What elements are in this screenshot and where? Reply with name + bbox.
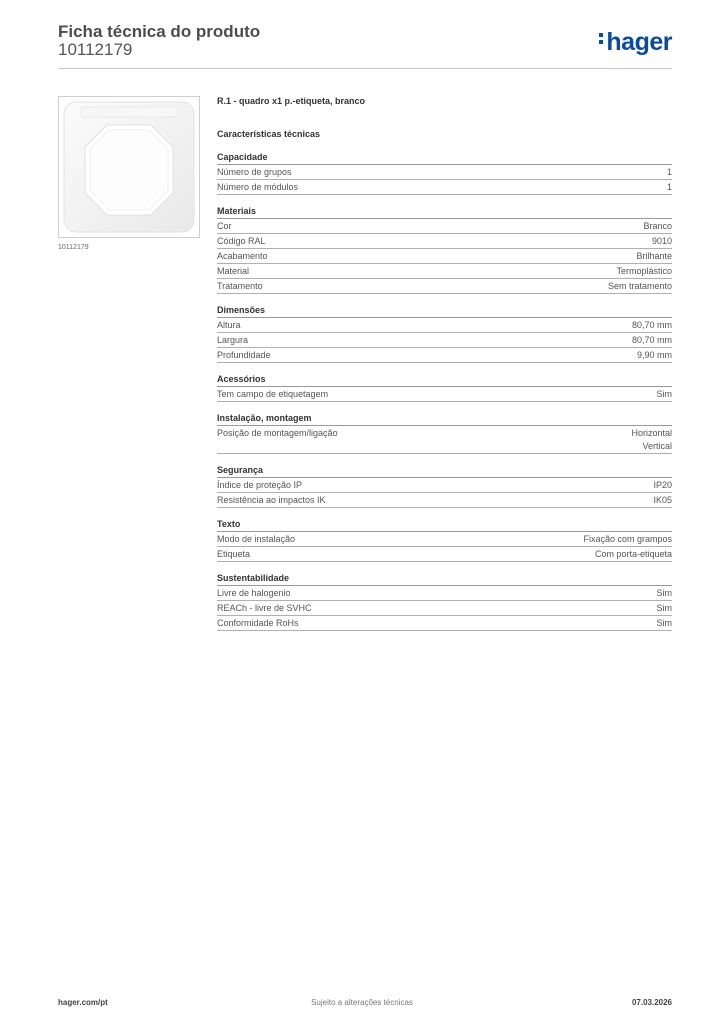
spec-sections [217,150,672,631]
spec-value-line: 1 [666,167,672,177]
spec-value [631,427,672,453]
spec-label: Largura [217,335,249,345]
spec-row [217,426,672,454]
spec-section [217,372,672,402]
spec-row [217,547,672,562]
spec-value [657,388,673,401]
hager-logo[interactable] [599,28,672,56]
spec-value [667,181,672,194]
spec-value [632,334,672,347]
spec-label: Tratamento [217,281,263,291]
spec-value [583,533,672,546]
spec-row [217,532,672,547]
spec-value-line: Vertical [642,441,672,451]
spec-row [217,616,672,631]
spec-label: Conformidade RoHs [217,618,299,628]
spec-value [636,250,672,263]
spec-value [652,235,672,248]
section-title: Capacidade [217,150,672,165]
spec-section [217,150,672,195]
logo-text: hager [606,28,672,56]
spec-label: Material [217,266,250,276]
spec-value-line: Fixação com grampos [583,534,672,544]
spec-content [217,94,672,631]
spec-section [217,411,672,454]
spec-label: Modo de instalação [217,534,296,544]
spec-row [217,586,672,601]
spec-value-line: 9010 [651,236,672,246]
spec-value [653,494,672,507]
logo-dots-icon [599,30,604,47]
spec-label: Acabamento [217,251,268,261]
section-title: Materiais [217,204,672,219]
spec-row [217,249,672,264]
spec-row [217,348,672,363]
spec-row [217,478,672,493]
footer-website[interactable]: hager.com/pt [58,998,108,1007]
spec-value-line: 80,70 mm [631,335,672,345]
spec-label: Número de módulos [217,182,299,192]
spec-value-line: Sim [656,588,672,598]
section-title: Dimensões [217,303,672,318]
spec-row [217,318,672,333]
product-image [58,96,200,238]
spec-label: Etiqueta [217,549,251,559]
section-title: Sustentabilidade [217,571,672,586]
spec-value [632,319,672,332]
section-title: Texto [217,517,672,532]
spec-label: Número de grupos [217,167,292,177]
spec-value-line: Termoplástico [616,266,672,276]
spec-label: Livre de halogenio [217,588,291,598]
product-name: R.1 - quadro x1 p.-etiqueta, branco [217,96,366,106]
spec-label: Código RAL [217,236,266,246]
document-title: Ficha técnica do produto [58,22,261,41]
spec-section [217,303,672,363]
spec-value [657,617,673,630]
spec-label: Profundidade [217,350,271,360]
image-caption: 10112179 [58,244,89,251]
spec-value [637,349,672,362]
spec-row [217,333,672,348]
spec-section [217,517,672,562]
section-title: Instalação, montagem [217,411,672,426]
spec-value [595,548,672,561]
spec-row [217,219,672,234]
section-title: Acessórios [217,372,672,387]
spec-section [217,571,672,631]
spec-label: REACh - livre de SVHC [217,603,312,613]
spec-value [643,220,672,233]
spec-value [667,166,672,179]
spec-value [657,587,673,600]
spec-row [217,234,672,249]
spec-value [608,280,672,293]
footer-date: 07.03.2026 [631,998,672,1007]
spec-row [217,493,672,508]
spec-value-line: IK05 [653,495,672,505]
spec-label: Resistência ao impactos IK [217,495,326,505]
footer-notice: Sujeito a alterações técnicas [311,998,413,1007]
spec-value-line: Com porta-etiqueta [594,549,672,559]
spec-value-line: Sem tratamento [607,281,672,291]
spec-value-line: Horizontal [631,428,672,438]
tech-characteristics-title: Características técnicas [217,129,321,139]
spec-label: Altura [217,320,241,330]
spec-row [217,279,672,294]
spec-value-line: 80,70 mm [631,320,672,330]
spec-label: Posição de montagem/ligação [217,428,338,438]
spec-value [616,265,672,278]
spec-value-line: 1 [666,182,672,192]
spec-label: Tem campo de etiquetagem [217,389,329,399]
spec-value [657,602,673,615]
switch-frame-image [59,97,199,237]
header-divider [58,68,672,69]
spec-row [217,165,672,180]
product-code: 10112179 [58,40,133,59]
section-title: Segurança [217,463,672,478]
spec-section [217,463,672,508]
spec-row [217,180,672,195]
spec-label: Índice de proteção IP [217,480,303,490]
spec-value-line: Sim [656,618,672,628]
spec-value-line: Sim [656,389,672,399]
spec-row [217,601,672,616]
spec-value-line: Sim [656,603,672,613]
spec-row [217,387,672,402]
spec-value-line: IP20 [653,480,672,490]
spec-value [653,479,672,492]
spec-value-line: 9,90 mm [636,350,672,360]
spec-value-line: Branco [643,221,672,231]
spec-row [217,264,672,279]
spec-value-line: Brilhante [636,251,672,261]
spec-section [217,204,672,294]
spec-label: Cor [217,221,232,231]
